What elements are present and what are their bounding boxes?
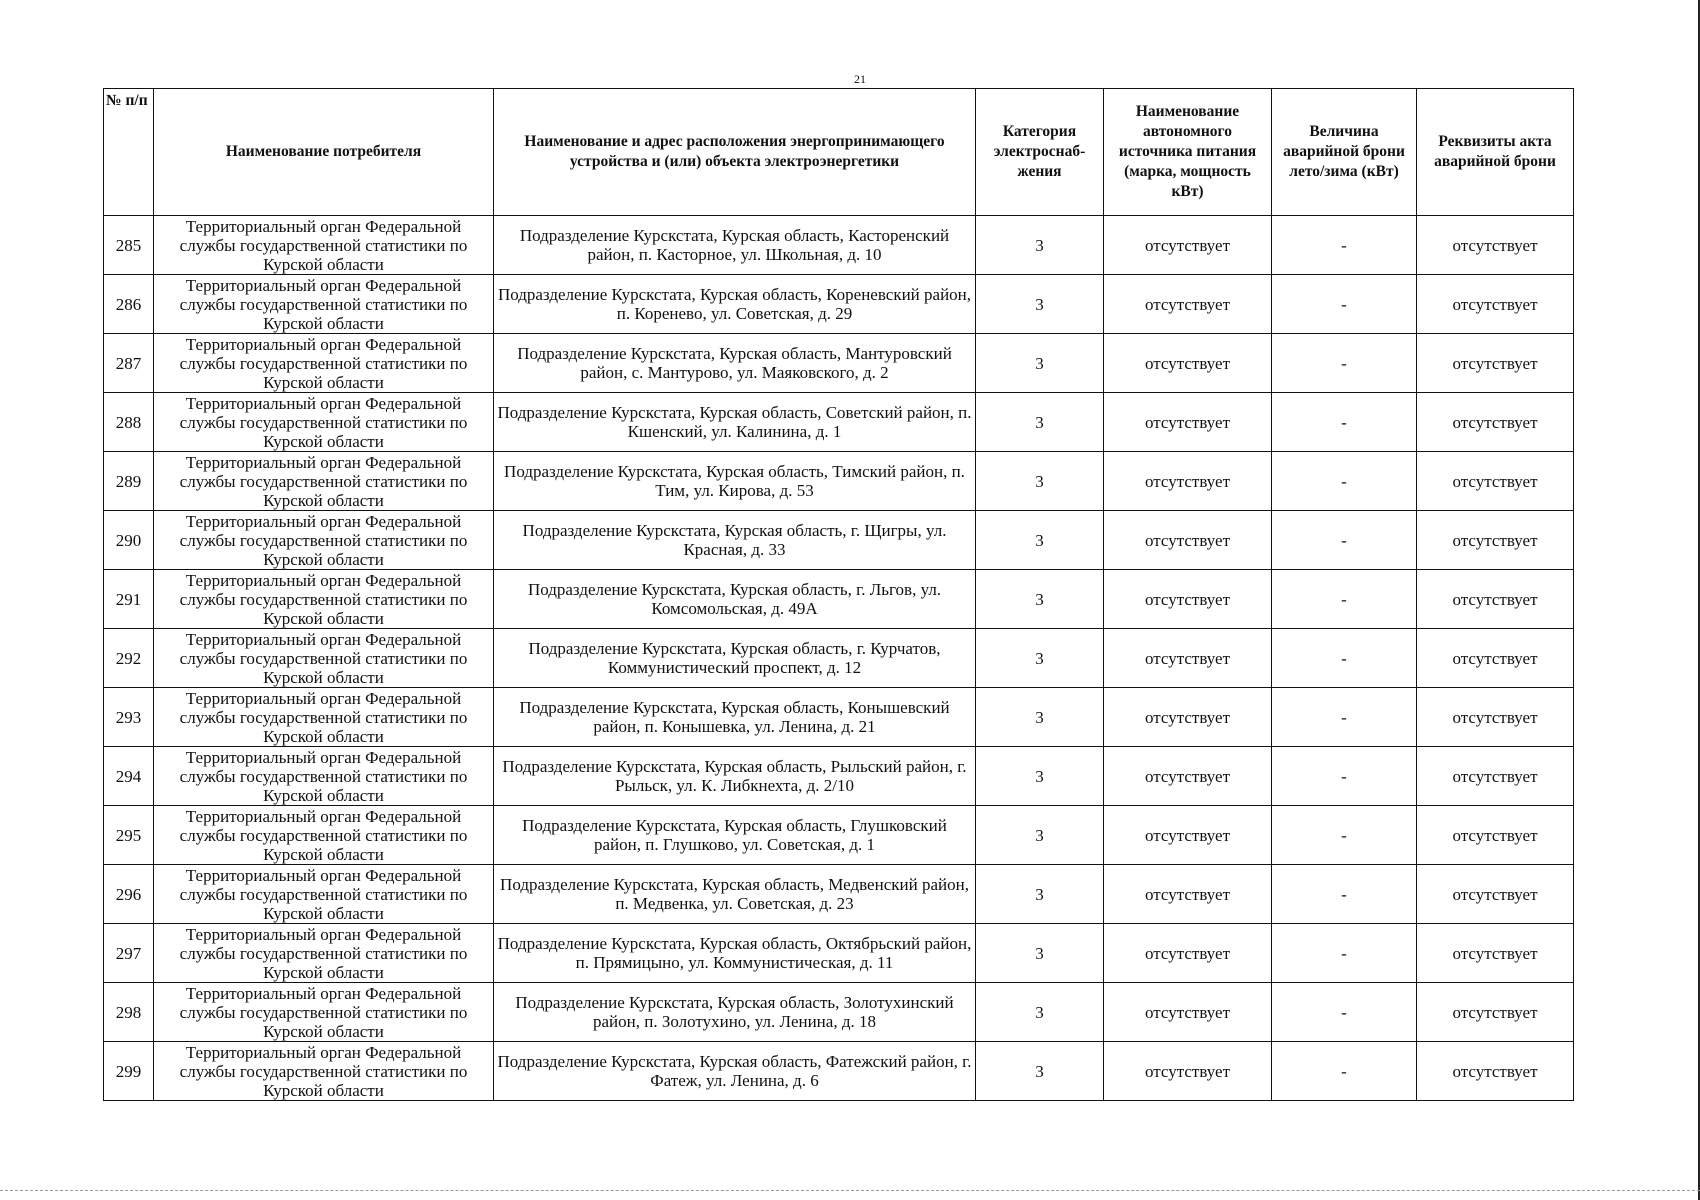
reserve-value-cell: -: [1272, 334, 1417, 393]
address-cell: Подразделение Курскстата, Курская область, Рыльский район, г. Рыльск, ул. К. Либкнехта, д. 2/10: [494, 747, 976, 806]
header-category: Категория электроснаб-жения: [976, 89, 1104, 216]
header-power-source: Наименование автономного источника питания (марка, мощность кВт): [1104, 89, 1272, 216]
row-number-cell: 294: [104, 747, 154, 806]
table-row: [104, 924, 1574, 983]
header-address: Наименование и адрес расположения энергопринимающего устройства и (или) объекта электроэнергетики: [494, 89, 976, 216]
row-number-cell: 292: [104, 629, 154, 688]
category-cell: 3: [976, 865, 1104, 924]
address-cell: Подразделение Курскстата, Курская область, Глушковский район, п. Глушково, ул. Советская, д. 1: [494, 806, 976, 865]
reserve-value-cell: -: [1272, 629, 1417, 688]
row-number-cell: 299: [104, 1042, 154, 1101]
reserve-value-cell: -: [1272, 452, 1417, 511]
reserve-value-cell: -: [1272, 275, 1417, 334]
act-details-cell: отсутствует: [1417, 570, 1574, 629]
power-source-cell: отсутствует: [1104, 570, 1272, 629]
reserve-value-cell: -: [1272, 570, 1417, 629]
reserve-value-cell: -: [1272, 924, 1417, 983]
address-cell: Подразделение Курскстата, Курская область, Октябрьский район, п. Прямицыно, ул. Коммунистическая, д. 11: [494, 924, 976, 983]
power-source-cell: отсутствует: [1104, 334, 1272, 393]
address-cell: Подразделение Курскстата, Курская область, Тимский район, п. Тим, ул. Кирова, д. 53: [494, 452, 976, 511]
address-cell: Подразделение Курскстата, Курская область, Золотухинский район, п. Золотухино, ул. Ленина, д. 18: [494, 983, 976, 1042]
consumer-cell: Территориальный орган Федеральной службы государственной статистики по Курской области: [154, 806, 494, 865]
power-source-cell: отсутствует: [1104, 924, 1272, 983]
category-cell: 3: [976, 983, 1104, 1042]
reserve-value-cell: -: [1272, 688, 1417, 747]
header-consumer: Наименование потребителя: [154, 89, 494, 216]
reserve-value-cell: -: [1272, 393, 1417, 452]
table-row: [104, 629, 1574, 688]
act-details-cell: отсутствует: [1417, 924, 1574, 983]
row-number-cell: 289: [104, 452, 154, 511]
category-cell: 3: [976, 216, 1104, 275]
act-details-cell: отсутствует: [1417, 806, 1574, 865]
table-row: [104, 570, 1574, 629]
address-cell: Подразделение Курскстата, Курская область, Фатежский район, г. Фатеж, ул. Ленина, д. 6: [494, 1042, 976, 1101]
row-number-cell: 298: [104, 983, 154, 1042]
act-details-cell: отсутствует: [1417, 393, 1574, 452]
consumer-cell: Территориальный орган Федеральной службы государственной статистики по Курской области: [154, 452, 494, 511]
act-details-cell: отсутствует: [1417, 629, 1574, 688]
table-row: [104, 806, 1574, 865]
category-cell: 3: [976, 393, 1104, 452]
reserve-value-cell: -: [1272, 1042, 1417, 1101]
header-reserve-value: Величина аварийной брони лето/зима (кВт): [1272, 89, 1417, 216]
row-number-cell: 293: [104, 688, 154, 747]
power-source-cell: отсутствует: [1104, 216, 1272, 275]
table-row: [104, 1042, 1574, 1101]
act-details-cell: отсутствует: [1417, 216, 1574, 275]
power-source-cell: отсутствует: [1104, 688, 1272, 747]
consumer-cell: Территориальный орган Федеральной службы государственной статистики по Курской области: [154, 216, 494, 275]
row-number-cell: 285: [104, 216, 154, 275]
power-source-cell: отсутствует: [1104, 275, 1272, 334]
row-number-cell: 287: [104, 334, 154, 393]
address-cell: Подразделение Курскстата, Курская область, Кореневский район, п. Коренево, ул. Советская, д. 29: [494, 275, 976, 334]
consumer-cell: Территориальный орган Федеральной службы государственной статистики по Курской области: [154, 334, 494, 393]
table-header-row: [104, 89, 1574, 216]
category-cell: 3: [976, 806, 1104, 865]
category-cell: 3: [976, 629, 1104, 688]
act-details-cell: отсутствует: [1417, 747, 1574, 806]
category-cell: 3: [976, 275, 1104, 334]
category-cell: 3: [976, 688, 1104, 747]
page-number: 21: [854, 72, 866, 86]
table-row: [104, 688, 1574, 747]
power-source-cell: отсутствует: [1104, 1042, 1272, 1101]
reserve-value-cell: -: [1272, 747, 1417, 806]
table-row: [104, 511, 1574, 570]
power-source-cell: отсутствует: [1104, 511, 1272, 570]
emergency-reserve-table: [103, 88, 1574, 1101]
reserve-value-cell: -: [1272, 983, 1417, 1042]
address-cell: Подразделение Курскстата, Курская область, г. Курчатов, Коммунистический проспект, д. 12: [494, 629, 976, 688]
address-cell: Подразделение Курскстата, Курская область, Советский район, п. Кшенский, ул. Калинина, д. 1: [494, 393, 976, 452]
act-details-cell: отсутствует: [1417, 983, 1574, 1042]
address-cell: Подразделение Курскстата, Курская область, Конышевский район, п. Конышевка, ул. Ленина, д. 21: [494, 688, 976, 747]
consumer-cell: Территориальный орган Федеральной службы государственной статистики по Курской области: [154, 511, 494, 570]
consumer-cell: Территориальный орган Федеральной службы государственной статистики по Курской области: [154, 1042, 494, 1101]
row-number-cell: 286: [104, 275, 154, 334]
category-cell: 3: [976, 570, 1104, 629]
power-source-cell: отсутствует: [1104, 629, 1272, 688]
address-cell: Подразделение Курскстата, Курская область, г. Льгов, ул. Комсомольская, д. 49А: [494, 570, 976, 629]
power-source-cell: отсутствует: [1104, 747, 1272, 806]
header-act-details: Реквизиты акта аварийной брони: [1417, 89, 1574, 216]
category-cell: 3: [976, 747, 1104, 806]
consumer-cell: Территориальный орган Федеральной службы государственной статистики по Курской области: [154, 629, 494, 688]
consumer-cell: Территориальный орган Федеральной службы государственной статистики по Курской области: [154, 688, 494, 747]
table-row: [104, 983, 1574, 1042]
power-source-cell: отсутствует: [1104, 983, 1272, 1042]
row-number-cell: 288: [104, 393, 154, 452]
act-details-cell: отсутствует: [1417, 1042, 1574, 1101]
table-row: [104, 865, 1574, 924]
consumer-cell: Территориальный орган Федеральной службы государственной статистики по Курской области: [154, 924, 494, 983]
row-number-cell: 291: [104, 570, 154, 629]
act-details-cell: отсутствует: [1417, 688, 1574, 747]
power-source-cell: отсутствует: [1104, 393, 1272, 452]
act-details-cell: отсутствует: [1417, 511, 1574, 570]
reserve-value-cell: -: [1272, 216, 1417, 275]
consumer-cell: Территориальный орган Федеральной службы государственной статистики по Курской области: [154, 747, 494, 806]
address-cell: Подразделение Курскстата, Курская область, Медвенский район, п. Медвенка, ул. Советская, д. 23: [494, 865, 976, 924]
power-source-cell: отсутствует: [1104, 806, 1272, 865]
act-details-cell: отсутствует: [1417, 275, 1574, 334]
row-number-cell: 290: [104, 511, 154, 570]
consumer-cell: Территориальный орган Федеральной службы государственной статистики по Курской области: [154, 570, 494, 629]
power-source-cell: отсутствует: [1104, 865, 1272, 924]
category-cell: 3: [976, 924, 1104, 983]
consumer-cell: Территориальный орган Федеральной службы государственной статистики по Курской области: [154, 393, 494, 452]
address-cell: Подразделение Курскстата, Курская область, г. Щигры, ул. Красная, д. 33: [494, 511, 976, 570]
category-cell: 3: [976, 452, 1104, 511]
act-details-cell: отсутствует: [1417, 865, 1574, 924]
consumer-cell: Территориальный орган Федеральной службы государственной статистики по Курской области: [154, 983, 494, 1042]
category-cell: 3: [976, 1042, 1104, 1101]
row-number-cell: 296: [104, 865, 154, 924]
act-details-cell: отсутствует: [1417, 334, 1574, 393]
table-row: [104, 334, 1574, 393]
address-cell: Подразделение Курскстата, Курская область, Мантуровский район, с. Мантурово, ул. Маяковского, д. 2: [494, 334, 976, 393]
category-cell: 3: [976, 511, 1104, 570]
scan-edge-bottom: [0, 1190, 1700, 1192]
table-row: [104, 216, 1574, 275]
row-number-cell: 295: [104, 806, 154, 865]
table-row: [104, 452, 1574, 511]
power-source-cell: отсутствует: [1104, 452, 1272, 511]
table-row: [104, 747, 1574, 806]
consumer-cell: Территориальный орган Федеральной службы государственной статистики по Курской области: [154, 275, 494, 334]
act-details-cell: отсутствует: [1417, 452, 1574, 511]
category-cell: 3: [976, 334, 1104, 393]
table-row: [104, 393, 1574, 452]
header-row-number: № п/п: [104, 89, 154, 216]
reserve-value-cell: -: [1272, 865, 1417, 924]
reserve-value-cell: -: [1272, 806, 1417, 865]
row-number-cell: 297: [104, 924, 154, 983]
address-cell: Подразделение Курскстата, Курская область, Касторенский район, п. Касторное, ул. Школьная, д. 10: [494, 216, 976, 275]
reserve-value-cell: -: [1272, 511, 1417, 570]
table-row: [104, 275, 1574, 334]
consumer-cell: Территориальный орган Федеральной службы государственной статистики по Курской области: [154, 865, 494, 924]
